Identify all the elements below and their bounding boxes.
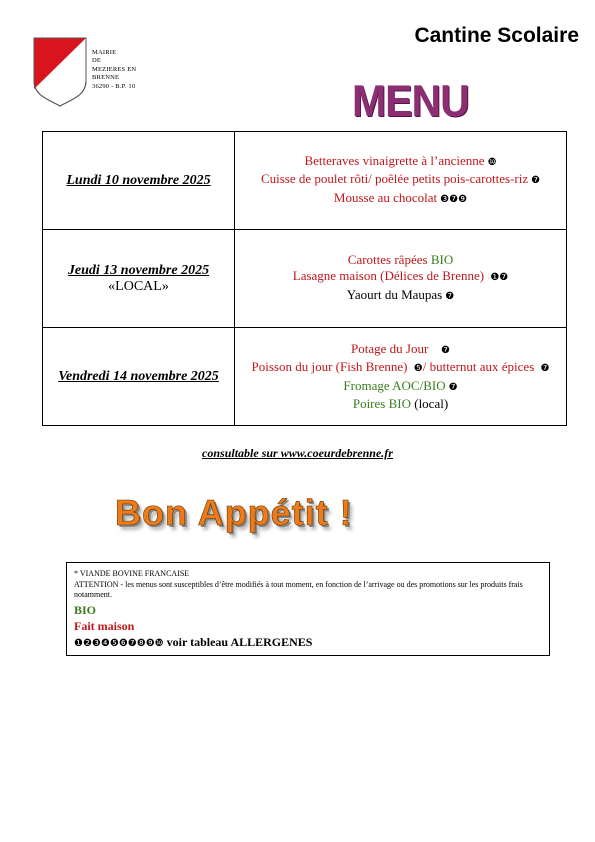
dishes-cell bbox=[235, 328, 567, 426]
dish-item bbox=[235, 153, 566, 172]
dishes-cell bbox=[235, 230, 567, 328]
allergen-legend bbox=[74, 635, 549, 650]
dish-text: Poires BIO bbox=[352, 396, 411, 411]
dish-text: Lasagne maison (Délices de Brenne) bbox=[292, 268, 485, 284]
dish-item bbox=[235, 378, 566, 397]
bio-label: BIO bbox=[430, 251, 454, 267]
bio-legend: BIO bbox=[74, 602, 97, 617]
viande-note: * VIANDE BOVINE FRANCAISE bbox=[74, 569, 190, 578]
fait-maison-legend: Fait maison bbox=[74, 618, 135, 633]
table-row bbox=[43, 230, 567, 328]
mairie-line: 36290 - B.P. 10 bbox=[92, 82, 136, 90]
day-label: Jeudi 13 novembre 2025 bbox=[67, 262, 210, 278]
menu-heading: MENU bbox=[352, 76, 469, 126]
allergen-numbers-icon: ❶❷❸❹❺❻❼❽❾❿ bbox=[74, 637, 164, 649]
dish-text: Carottes râpées bbox=[347, 251, 428, 267]
day-label: Lundi 10 novembre 2025 bbox=[66, 172, 211, 188]
allergen-legend-text: voir tableau ALLERGENES bbox=[166, 634, 313, 649]
allergen-icon: ❸❼❾ bbox=[440, 193, 468, 205]
dish-text: Mousse au chocolat bbox=[333, 189, 438, 205]
dish-item bbox=[235, 359, 566, 378]
dish-text: Potage du Jour bbox=[351, 340, 429, 356]
table-row bbox=[43, 132, 567, 230]
bon-appetit-banner: Bon Appétit ! bbox=[115, 492, 353, 533]
allergen-icon: ❼ bbox=[441, 344, 450, 356]
day-cell bbox=[43, 132, 235, 230]
allergen-icon: ❼ bbox=[448, 381, 458, 393]
mairie-line: BRENNE bbox=[92, 74, 120, 82]
table-row bbox=[43, 328, 567, 426]
mairie-line: DE bbox=[92, 57, 102, 65]
dish-text: Betteraves vinaigrette à l’ancienne bbox=[304, 152, 485, 168]
allergen-icon: ❿ bbox=[487, 156, 497, 168]
mairie-line: MAIRIE bbox=[92, 49, 117, 56]
dish-item bbox=[235, 268, 566, 287]
dish-text-extra: / butternut aux épices bbox=[422, 359, 535, 374]
mairie-address bbox=[92, 49, 162, 91]
dish-text: Fromage AOC/BIO bbox=[343, 377, 446, 393]
allergen-icon: ❶❼ bbox=[490, 272, 509, 284]
dish-text: Yaourt du Maupas bbox=[346, 286, 443, 302]
allergen-icon: ❺ bbox=[413, 363, 423, 374]
crest-logo bbox=[33, 37, 87, 107]
dish-item bbox=[235, 396, 566, 413]
dish-item bbox=[235, 252, 566, 269]
mairie-line: MEZIERES EN bbox=[92, 65, 137, 73]
dish-text: Poisson du jour (Fish Brenne) bbox=[251, 359, 408, 374]
day-sublabel: «LOCAL» bbox=[108, 278, 169, 294]
dish-text: Cuisse de poulet rôti/ poêlée petits pois-carottes-riz bbox=[260, 171, 529, 187]
dishes-cell bbox=[235, 132, 567, 230]
dish-item bbox=[235, 171, 566, 190]
allergen-icon: ❼ bbox=[531, 175, 541, 187]
dish-item bbox=[235, 190, 566, 209]
day-label: Vendredi 14 novembre 2025 bbox=[58, 368, 219, 384]
day-cell bbox=[43, 328, 235, 426]
menu-table bbox=[42, 131, 567, 426]
allergen-icon: ❼ bbox=[445, 290, 455, 302]
dish-item bbox=[235, 341, 566, 360]
attention-note: ATTENTION - les menus sont susceptibles d’être modifiés à tout moment, en fonction de l’arrivage ou des promotions sur les produits frais notamment. bbox=[74, 579, 523, 599]
dish-item bbox=[235, 287, 566, 306]
page-title: Cantine Scolaire bbox=[414, 24, 579, 47]
dish-text-extra: (local) bbox=[414, 396, 449, 411]
allergen-icon: ❼ bbox=[540, 363, 550, 374]
notes-box bbox=[66, 562, 550, 656]
website-link[interactable]: consultable sur www.coeurdebrenne.fr bbox=[202, 446, 393, 460]
day-cell bbox=[43, 230, 235, 328]
